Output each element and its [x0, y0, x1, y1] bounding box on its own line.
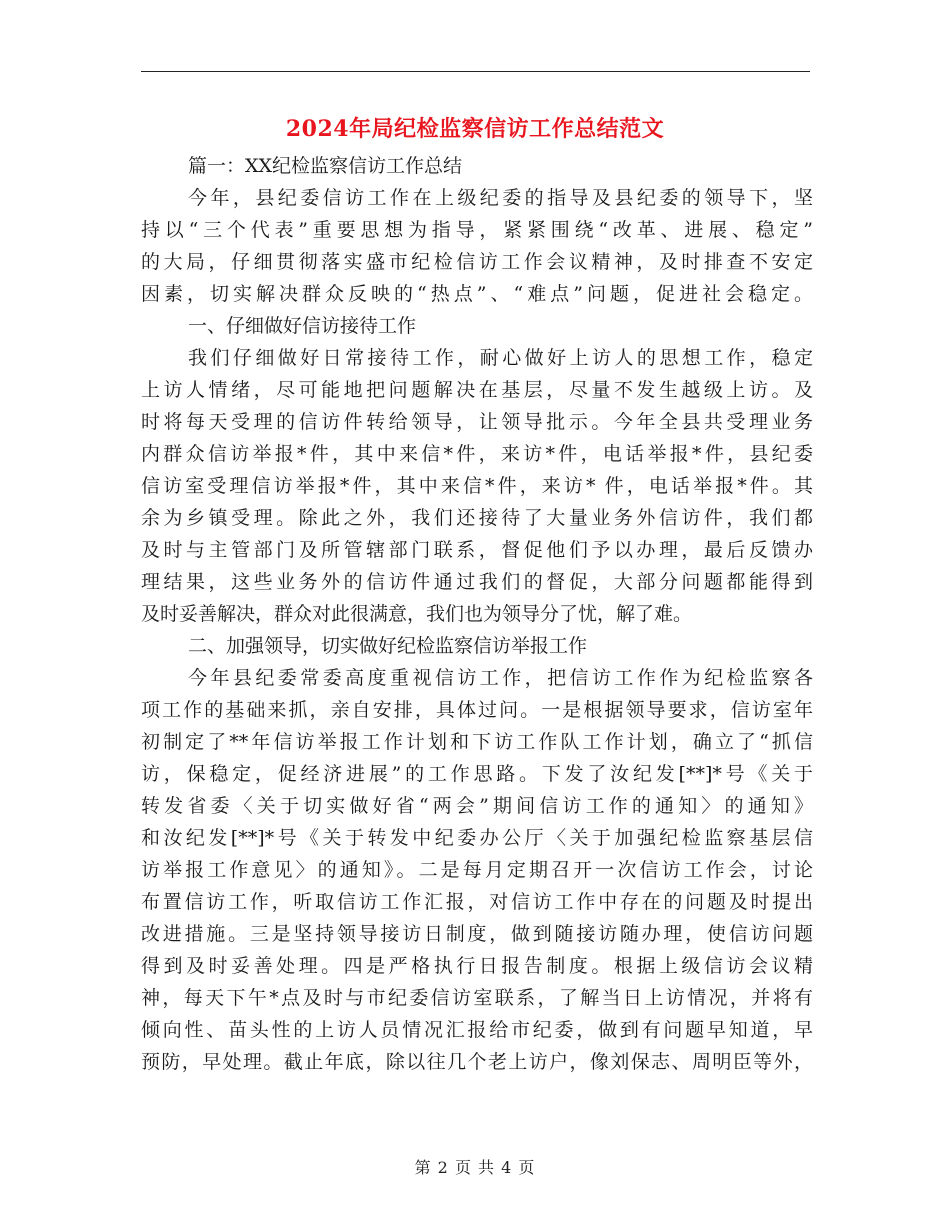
text-line: 因素，切实解决群众反映的“热点”、“难点”问题，促进社会稳定。 — [141, 283, 813, 305]
text-line: 上访人情绪，尽可能地把问题解决在基层，尽量不发生越级上访。及 — [141, 379, 813, 401]
text-line: 我们仔细做好日常接待工作，耐心做好上访人的思想工作，稳定 — [188, 347, 813, 369]
text-line: 项工作的基础来抓，亲自安排，具体过问。一是根据领导要求，信访室年 — [141, 699, 813, 721]
page-footer: 第 2 页 共 4 页 — [414, 1158, 536, 1177]
text-line: 的大局，仔细贯彻落实盛市纪检信访工作会议精神，及时排查不安定 — [141, 251, 813, 273]
text-line: 持以“三个代表”重要思想为指导，紧紧围绕“改革、进展、稳定” — [141, 219, 813, 241]
text-line: 和汝纪发[**]*号《关于转发中纪委办公厅〈关于加强纪检监察基层信 — [141, 827, 813, 849]
document-title: 2024年局纪检监察信访工作总结范文 — [285, 116, 665, 142]
text-line: 今年，县纪委信访工作在上级纪委的指导及县纪委的领导下，坚 — [188, 187, 813, 209]
text-line: 预防，早处理。截止年底，除以往几个老上访户，像刘保志、周明臣等外， — [141, 1051, 813, 1073]
text-line: 理结果，这些业务外的信访件通过我们的督促，大部分问题都能得到 — [141, 571, 813, 593]
text-line: 篇一：XX纪检监察信访工作总结 — [188, 155, 463, 177]
text-line: 改进措施。三是坚持领导接访日制度，做到随接访随办理，使信访问题 — [141, 923, 813, 945]
text-line: 得到及时妥善处理。四是严格执行日报告制度。根据上级信访会议精 — [141, 955, 813, 977]
text-line: 及时妥善解决，群众对此很满意，我们也为领导分了忧，解了难。 — [141, 603, 693, 625]
text-line: 访举报工作意见〉的通知》。二是每月定期召开一次信访工作会，讨论 — [141, 859, 813, 881]
text-line: 时将每天受理的信访件转给领导，让领导批示。今年全县共受理业务 — [141, 411, 813, 433]
text-line: 神，每天下午*点及时与市纪委信访室联系，了解当日上访情况，并将有 — [141, 987, 813, 1009]
text-line: 今年县纪委常委高度重视信访工作，把信访工作作为纪检监察各 — [188, 667, 813, 689]
text-line: 二、加强领导，切实做好纪检监察信访举报工作 — [188, 635, 588, 657]
text-line: 内群众信访举报*件，其中来信*件，来访*件，电话举报*件，县纪委 — [141, 443, 813, 465]
text-line: 一、仔细做好信访接待工作 — [188, 315, 417, 337]
text-line: 倾向性、苗头性的上访人员情况汇报给市纪委，做到有问题早知道，早 — [141, 1019, 813, 1041]
text-line: 及时与主管部门及所管辖部门联系，督促他们予以办理，最后反馈办 — [141, 539, 813, 561]
text-line: 信访室受理信访举报*件，其中来信*件，来访* 件，电话举报*件。其 — [141, 475, 813, 497]
text-line: 访，保稳定，促经济进展”的工作思路。下发了汝纪发[**]*号《关于 — [141, 763, 813, 785]
text-line: 转发省委〈关于切实做好省“两会”期间信访工作的通知〉的通知》 — [141, 795, 813, 817]
text-line: 布置信访工作，听取信访工作汇报，对信访工作中存在的问题及时提出 — [141, 891, 813, 913]
document-body — [141, 150, 813, 1078]
text-line: 初制定了**年信访举报工作计划和下访工作队工作计划，确立了“抓信 — [141, 731, 813, 753]
text-line: 余为乡镇受理。除此之外，我们还接待了大量业务外信访件，我们都 — [141, 507, 813, 529]
header-rule — [141, 71, 810, 72]
